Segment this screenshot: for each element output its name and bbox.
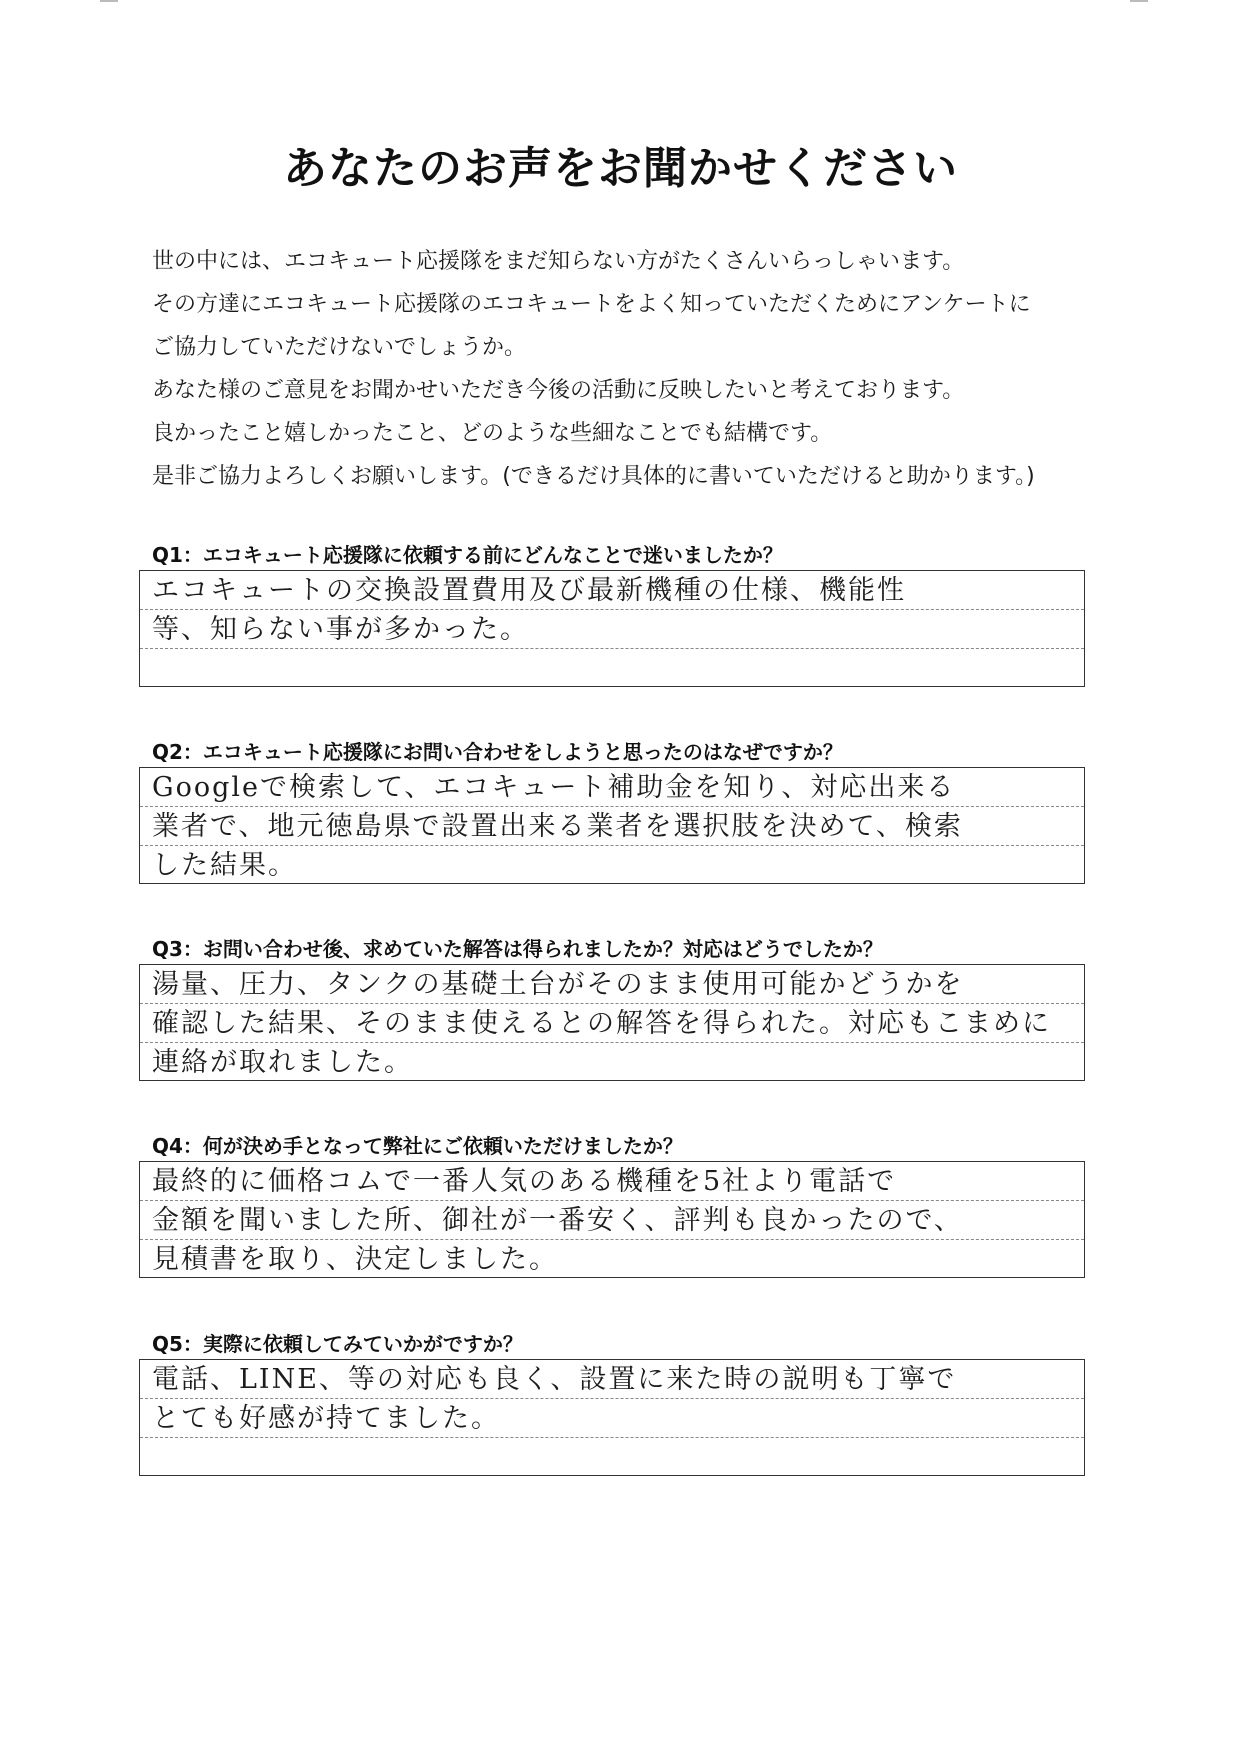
- answer-line: 金額を聞いました所、御社が一番安く、評判も良かったので、: [140, 1201, 1084, 1240]
- intro-line: ご協力していただけないでしょうか。: [152, 335, 527, 360]
- question-label-q1: Q1：エコキュート応援隊に依頼する前にどんなことで迷いましたか？: [152, 543, 783, 567]
- answer-line: 電話、LINE、等の対応も良く、設置に来た時の説明も丁寧で: [140, 1360, 1084, 1399]
- intro-line: あなた様のご意見をお聞かせいただき今後の活動に反映したいと考えております。: [152, 378, 965, 403]
- question-block-q1: [152, 540, 1084, 645]
- intro-text: [152, 240, 1112, 498]
- answer-line: Googleで検索して、エコキュート補助金を知り、対応出来る: [140, 768, 1084, 807]
- question-label-q4: Q4：何が決め手となって弊社にご依頼いただけましたか？: [152, 1134, 683, 1158]
- answer-line: 等、知らない事が多かった。: [140, 610, 1084, 649]
- scan-corner-mark-left: [100, 0, 118, 2]
- intro-line: 世の中には、エコキュート応援隊をまだ知らない方がたくさんいらっしゃいます。: [152, 249, 965, 274]
- question-block-q2: [152, 737, 1084, 881]
- question-block-q4: [152, 1131, 1084, 1275]
- answer-line: 最終的に価格コムで一番人気のある機種を5社より電話で: [140, 1162, 1084, 1201]
- answer-box-q2[interactable]: [139, 767, 1085, 884]
- scan-corner-mark-right: [1130, 0, 1148, 2]
- answer-line: とても好感が持てました。: [140, 1399, 1084, 1438]
- answer-box-q1[interactable]: [139, 570, 1085, 687]
- intro-line: 良かったこと嬉しかったこと、どのような些細なことでも結構です。: [152, 421, 833, 446]
- question-label-q2: Q2：エコキュート応援隊にお問い合わせをしようと思ったのはなぜですか？: [152, 740, 843, 764]
- answer-line: [140, 1438, 1084, 1477]
- answer-box-q5[interactable]: [139, 1359, 1085, 1476]
- answer-box-q4[interactable]: [139, 1161, 1085, 1278]
- answer-line: 湯量、圧力、タンクの基礎土台がそのまま使用可能かどうかを: [140, 965, 1084, 1004]
- answer-line: [140, 649, 1084, 688]
- question-label-q3: Q3：お問い合わせ後、求めていた解答は得られましたか？対応はどうでしたか？: [152, 937, 883, 961]
- question-block-q5: [152, 1329, 1084, 1434]
- question-block-q3: [152, 934, 1084, 1078]
- answer-line: 見積書を取り、決定しました。: [152, 1244, 558, 1275]
- answer-line: エコキュートの交換設置費用及び最新機種の仕様、機能性: [140, 571, 1084, 610]
- question-label-q5: Q5：実際に依頼してみていかがですか？: [152, 1332, 523, 1356]
- intro-line: 是非ご協力よろしくお願いします。(できるだけ具体的に書いていただけると助かります。): [152, 464, 1035, 489]
- answer-line: 連絡が取れました。: [152, 1047, 413, 1078]
- answer-line: した結果。: [152, 850, 297, 881]
- answer-box-q3[interactable]: [139, 964, 1085, 1081]
- answer-line: 業者で、地元徳島県で設置出来る業者を選択肢を決めて、検索: [140, 807, 1084, 846]
- intro-line: その方達にエコキュート応援隊のエコキュートをよく知っていただくためにアンケートに: [152, 292, 1031, 317]
- page-title: あなたのお声をお聞かせください: [283, 143, 958, 194]
- answer-line: 確認した結果、そのまま使えるとの解答を得られた。対応もこまめに: [140, 1004, 1084, 1043]
